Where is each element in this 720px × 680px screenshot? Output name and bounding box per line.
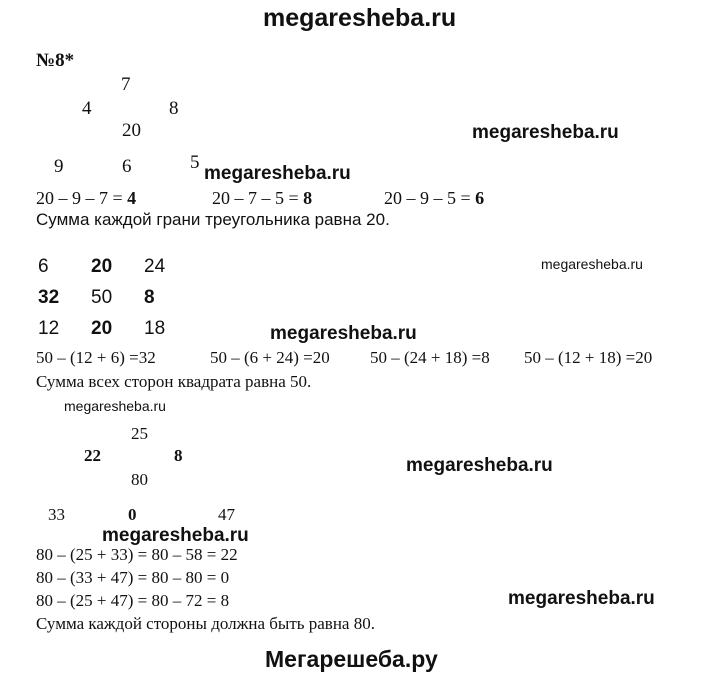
- triangle1-bottom-left: 9: [54, 156, 64, 177]
- task-number: №8*: [36, 50, 75, 71]
- watermark: megaresheba.ru: [64, 398, 166, 414]
- triangle2-conclusion: Сумма каждой стороны должна быть равна 80.: [36, 614, 375, 633]
- square-eq1: 50 – (12 + 6) =32: [36, 348, 156, 367]
- square-eq2: 50 – (6 + 24) =20: [210, 348, 330, 367]
- triangle2-left: 22: [84, 446, 101, 465]
- square-r2c2: 50: [91, 287, 113, 308]
- square-conclusion: Сумма всех сторон квадрата равна 50.: [36, 372, 312, 391]
- triangle1-top: 7: [121, 74, 131, 95]
- triangle1-eq2: 20 – 7 – 5 = 8: [212, 188, 313, 208]
- square-eq4: 50 – (12 + 18) =20: [524, 348, 653, 367]
- watermark: megaresheba.ru: [541, 256, 643, 272]
- triangle1-bottom-right: 5: [190, 152, 200, 173]
- triangle2-right: 8: [174, 446, 183, 465]
- square-r3c3: 18: [144, 318, 166, 339]
- watermark: megaresheba.ru: [270, 323, 417, 344]
- triangle1-eq1: 20 – 9 – 7 = 4: [36, 188, 137, 208]
- watermark: megaresheba.ru: [508, 588, 655, 609]
- square-r3c1: 12: [38, 318, 60, 339]
- triangle2-eq2: 80 – (33 + 47) = 80 – 80 = 0: [36, 568, 230, 587]
- square-r2c3: 8: [144, 287, 155, 308]
- triangle1-conclusion: Сумма каждой грани треугольника равна 20.: [36, 210, 390, 229]
- square-r1c2: 20: [91, 256, 113, 277]
- watermark: megaresheba.ru: [472, 122, 619, 143]
- triangle2-bottom-left: 33: [48, 505, 65, 524]
- watermark: megaresheba.ru: [204, 163, 351, 184]
- watermark: megaresheba.ru: [406, 455, 553, 476]
- square-r1c3: 24: [144, 256, 166, 277]
- triangle2-eq3: 80 – (25 + 47) = 80 – 72 = 8: [36, 591, 230, 610]
- triangle1-eq3: 20 – 9 – 5 = 6: [384, 188, 485, 208]
- triangle2-eq1: 80 – (25 + 33) = 80 – 58 = 22: [36, 545, 238, 564]
- triangle2-bottom-right: 47: [218, 505, 235, 524]
- square-r1c1: 6: [38, 256, 49, 277]
- triangle2-center: 80: [131, 470, 148, 489]
- triangle1-right: 8: [169, 98, 179, 119]
- triangle2-top: 25: [131, 424, 148, 443]
- triangle1-bottom-mid: 6: [122, 156, 132, 177]
- triangle1-left: 4: [82, 98, 92, 119]
- triangle1-center: 20: [122, 120, 141, 141]
- footer-site: Мегарешеба.ру: [265, 646, 438, 672]
- header-site: megaresheba.ru: [263, 4, 457, 32]
- square-r3c2: 20: [91, 318, 113, 339]
- square-r2c1: 32: [38, 287, 60, 308]
- watermark: megaresheba.ru: [102, 525, 249, 546]
- triangle2-bottom-mid: 0: [128, 505, 137, 524]
- square-eq3: 50 – (24 + 18) =8: [370, 348, 490, 367]
